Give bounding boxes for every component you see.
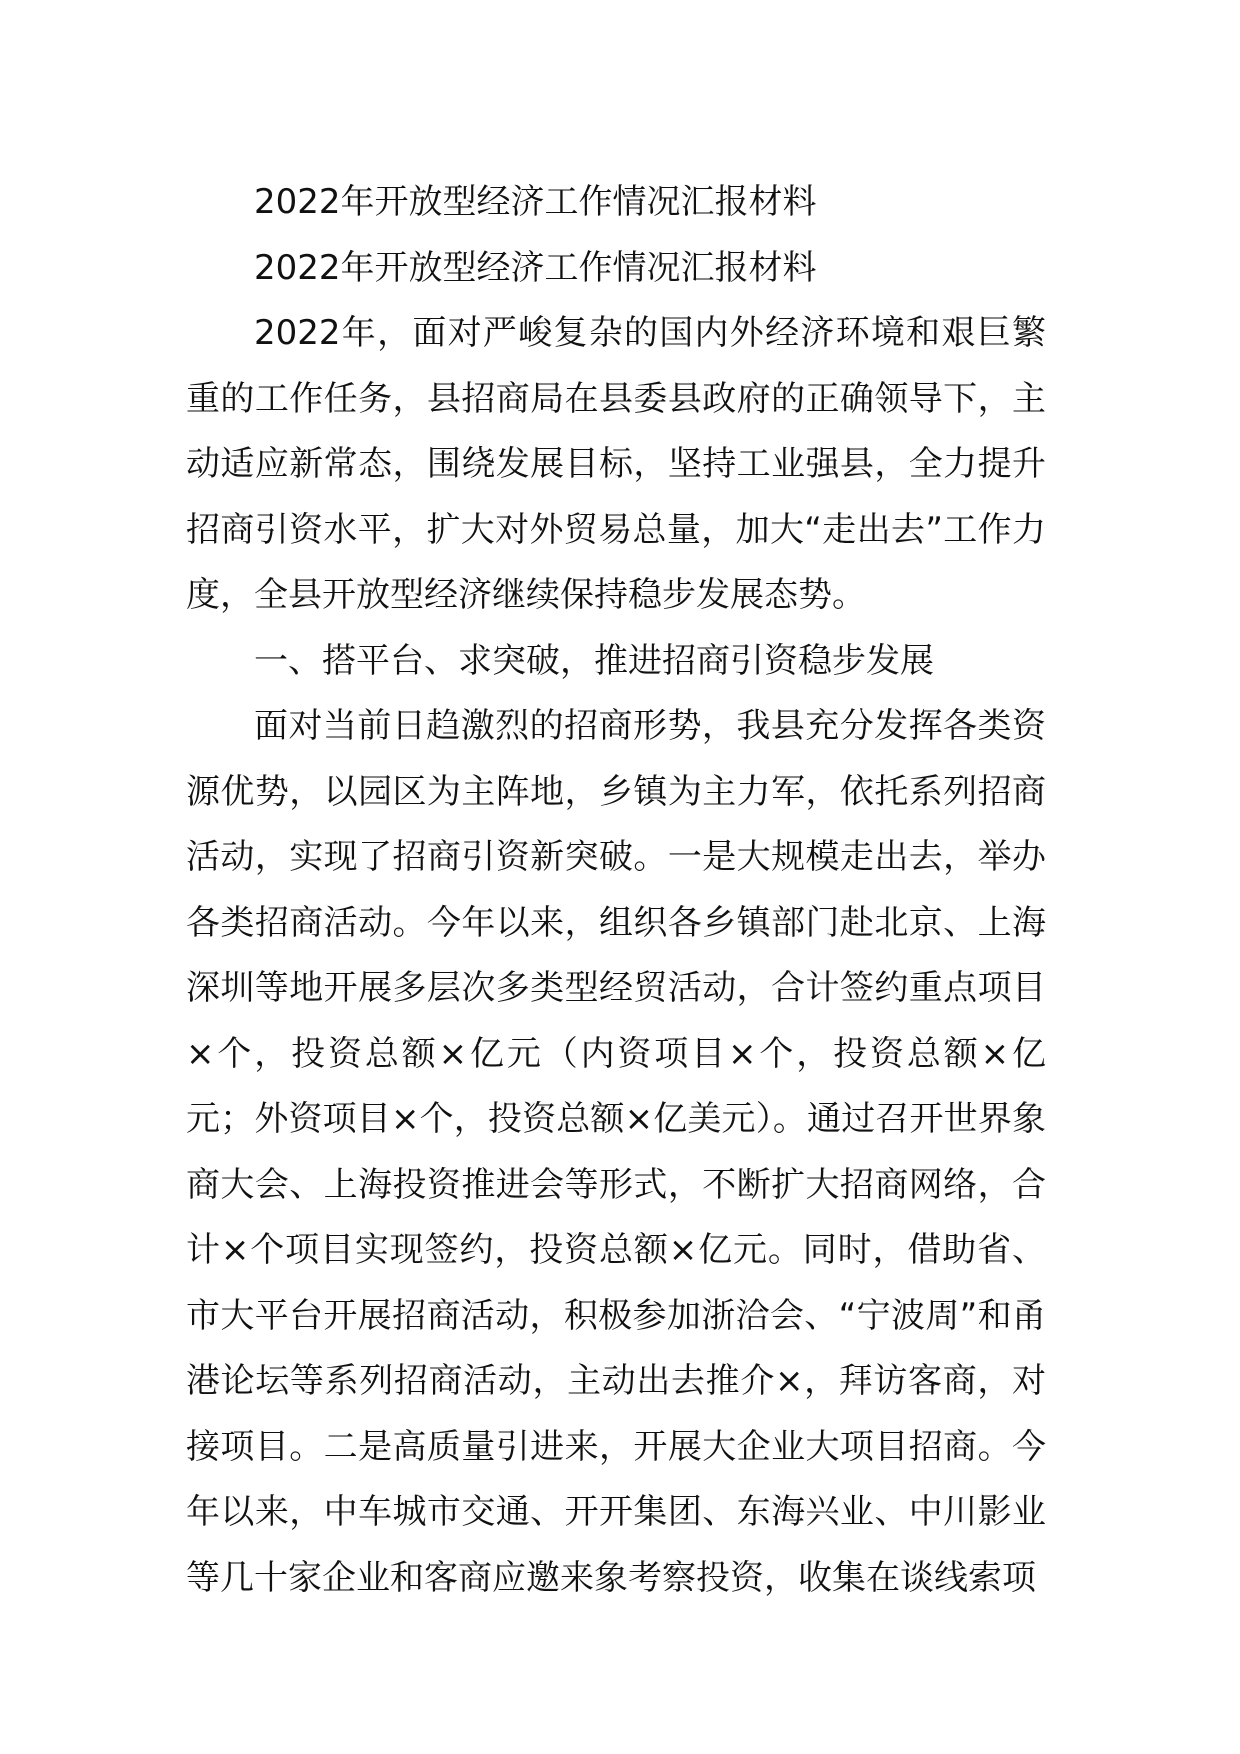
document-body [186, 170, 1046, 1611]
document-title: 2022年开放型经济工作情况汇报材料 [254, 182, 817, 222]
document-subtitle: 2022年开放型经济工作情况汇报材料 [254, 247, 817, 288]
intro-paragraph: 2022年，面对严峻复杂的国内外经济环境和艰巨繁重的工作任务，县招商局在县委县政府的正确领导下，主动适应新常态，围绕发展目标，坚持工业强县，全力提升招商引资水平，扩大对外贸易总量，加大“走出去”工作力度，全县开放型经济继续保持稳步发展态势。 [186, 313, 1046, 615]
section-paragraph: 面对当前日趋激烈的招商形势，我县充分发挥各类资源优势，以园区为主阵地，乡镇为主力军，依托系列招商活动，实现了招商引资新突破。一是大规模走出去，举办各类招商活动。今年以来，组织各乡镇部门赴北京、上海深圳等地开展多层次多类型经贸活动，合计签约重点项目×个，投资总额×亿元（内资项目×个，投资总额×亿元；外资项目×个，投资总额×亿美元）。通过召开世界象商大会、上海投资推进会等形式，不断扩大招商网络，合计×个项目实现签约，投资总额×亿元。同时，借助省、市大平台开展招商活动，积极参加浙洽会、“宁波周”和甬港论坛等系列招商活动，主动出去推介×，拜访客商，对接项目。二是高质量引进来，开展大企业大项目招商。今年以来，中车城市交通、开开集团、东海兴业、中川影业等几十家企业和客商应邀来象考察投资，收集在谈线索项 [186, 706, 1046, 1598]
section-heading: 一、搭平台、求突破，推进招商引资稳步发展 [254, 640, 934, 681]
